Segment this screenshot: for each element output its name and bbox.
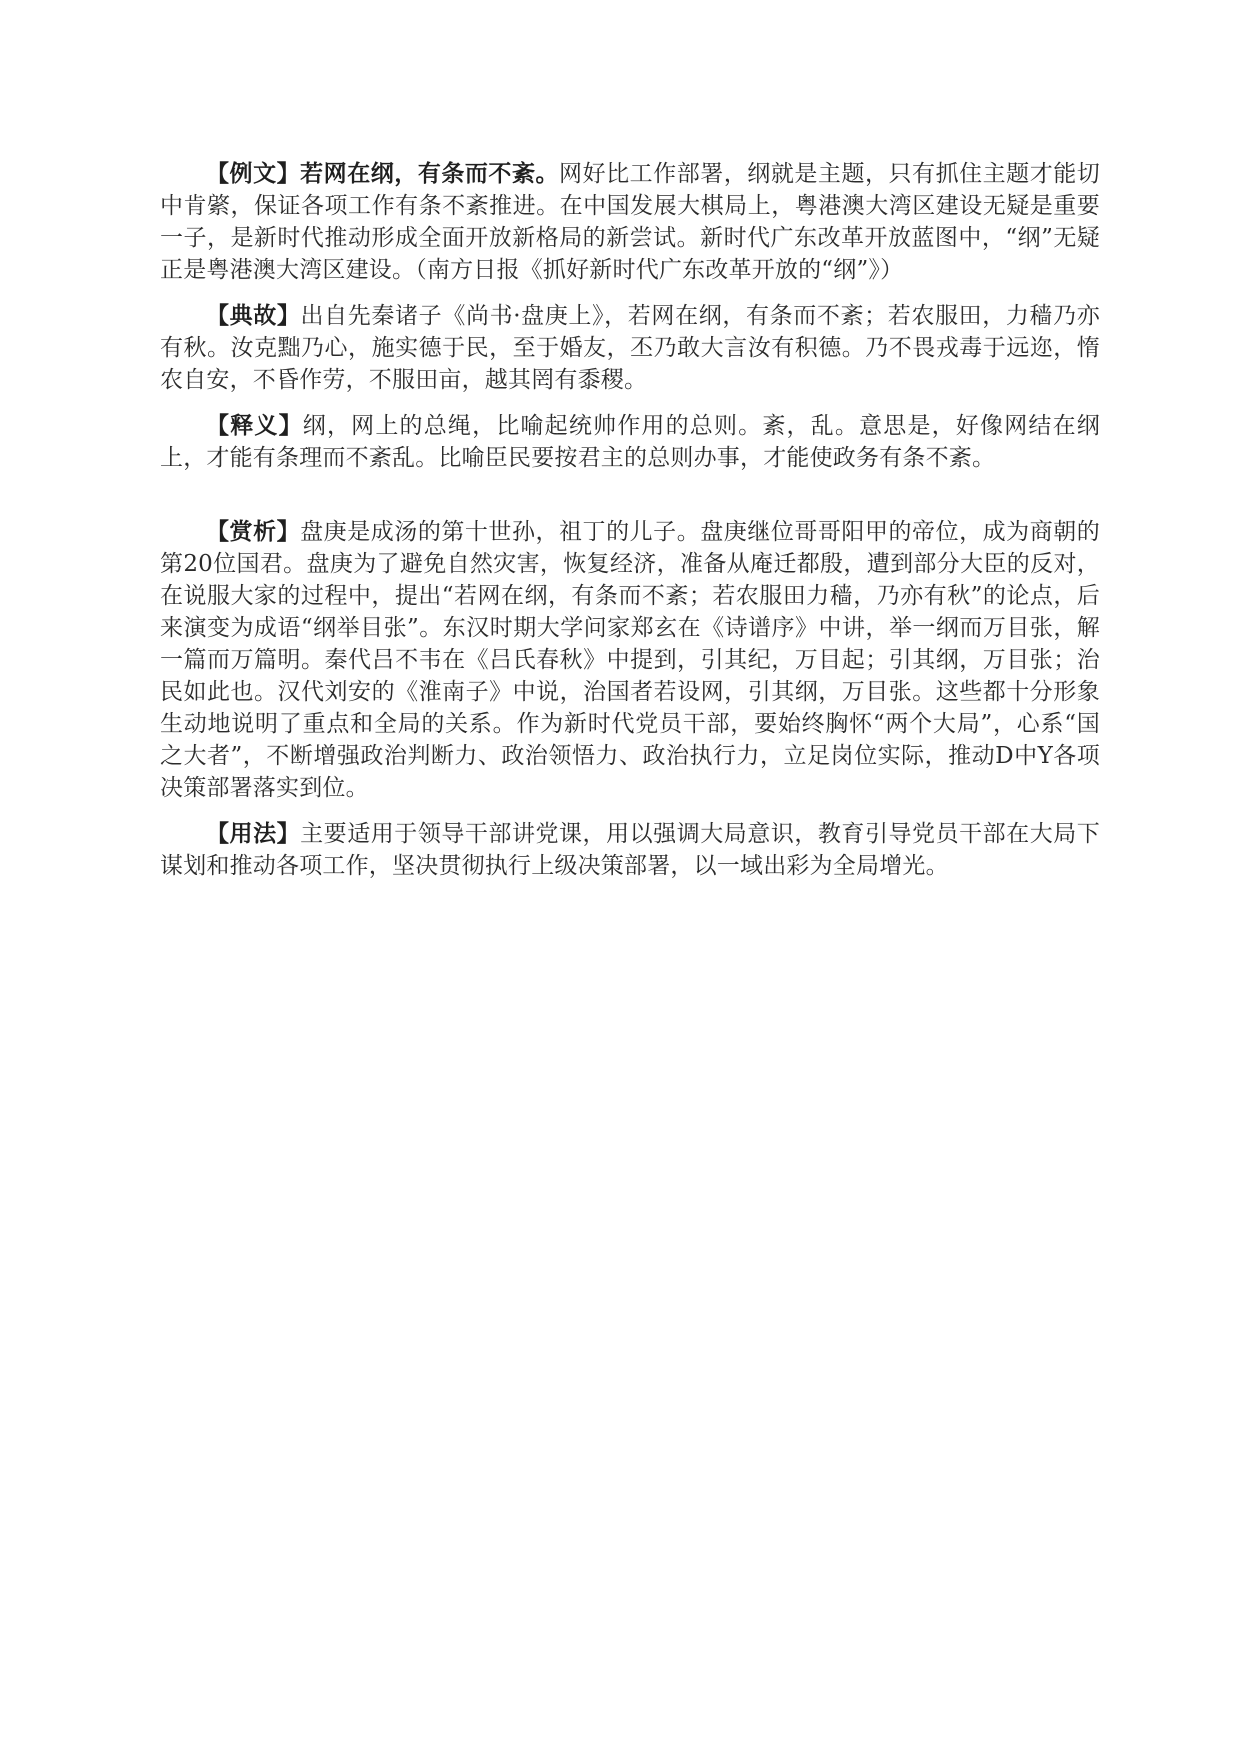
paragraph-definition-text: 纲，网上的总绳，比喻起统帅作用的总则。紊，乱。意思是，好像网结在纲上，才能有条理而不紊乱。比喻臣民要按君主的总则办事，才能使政务有条不紊。 (160, 413, 1100, 471)
section-label-definition: 【释义】 (206, 412, 303, 439)
document-page (160, 158, 1100, 896)
paragraph-allusion-text: 出自先秦诸子《尚书·盘庚上》，若网在纲，有条而不紊；若农服田，力穑乃亦有秋。汝克黜乃心，施实德于民，至于婚友，丕乃敢大言汝有积德。乃不畏戎毒于远迩，惰农自安，不昏作劳，不服田亩，越其罔有黍稷。 (160, 303, 1100, 393)
paragraph-usage-text: 主要适用于领导干部讲党课，用以强调大局意识，教育引导党员干部在大局下谋划和推动各项工作，坚决贯彻执行上级决策部署，以一域出彩为全局增光。 (160, 821, 1100, 879)
section-label-appreciation: 【赏析】 (206, 518, 301, 545)
paragraph-usage (160, 818, 1100, 882)
section-label-usage: 【用法】 (206, 820, 301, 847)
paragraph-example (160, 158, 1100, 286)
paragraph-appreciation (160, 516, 1100, 804)
example-quote: 若网在纲，有条而不紊。 (300, 160, 560, 187)
paragraph-appreciation-text: 盘庚是成汤的第十世孙，祖丁的儿子。盘庚继位哥哥阳甲的帝位，成为商朝的第20位国君。盘庚为了避免自然灾害，恢复经济，准备从庵迁都殷，遭到部分大臣的反对，在说服大家的过程中，提出“若网在纲，有条而不紊；若农服田力穑，乃亦有秋”的论点，后来演变为成语“纲举目张”。东汉时期大学问家郑玄在《诗谱序》中讲，举一纲而万目张，解一篇而万篇明。秦代吕不韦在《吕氏春秋》中提到，引其纪，万目起；引其纲，万目张；治民如此也。汉代刘安的《淮南子》中说，治国者若设网，引其纲，万目张。这些都十分形象生动地说明了重点和全局的关系。作为新时代党员干部，要始终胸怀“两个大局”，心系“国之大者”，不断增强政治判断力、政治领悟力、政治执行力，立足岗位实际，推动D中Y各项决策部署落实到位。 (160, 519, 1100, 801)
paragraph-allusion (160, 300, 1100, 396)
paragraph-example-text: 网好比工作部署，纲就是主题，只有抓住主题才能切中肯綮，保证各项工作有条不紊推进。在中国发展大棋局上，粤港澳大湾区建设无疑是重要一子，是新时代推动形成全面开放新格局的新尝试。新时代广东改革开放蓝图中，“纲”无疑正是粤港澳大湾区建设。（南方日报《抓好新时代广东改革开放的“纲”》） (160, 161, 1100, 283)
paragraph-definition (160, 410, 1100, 474)
section-label-allusion: 【典故】 (206, 302, 301, 329)
section-label-example: 【例文】 (206, 160, 301, 187)
